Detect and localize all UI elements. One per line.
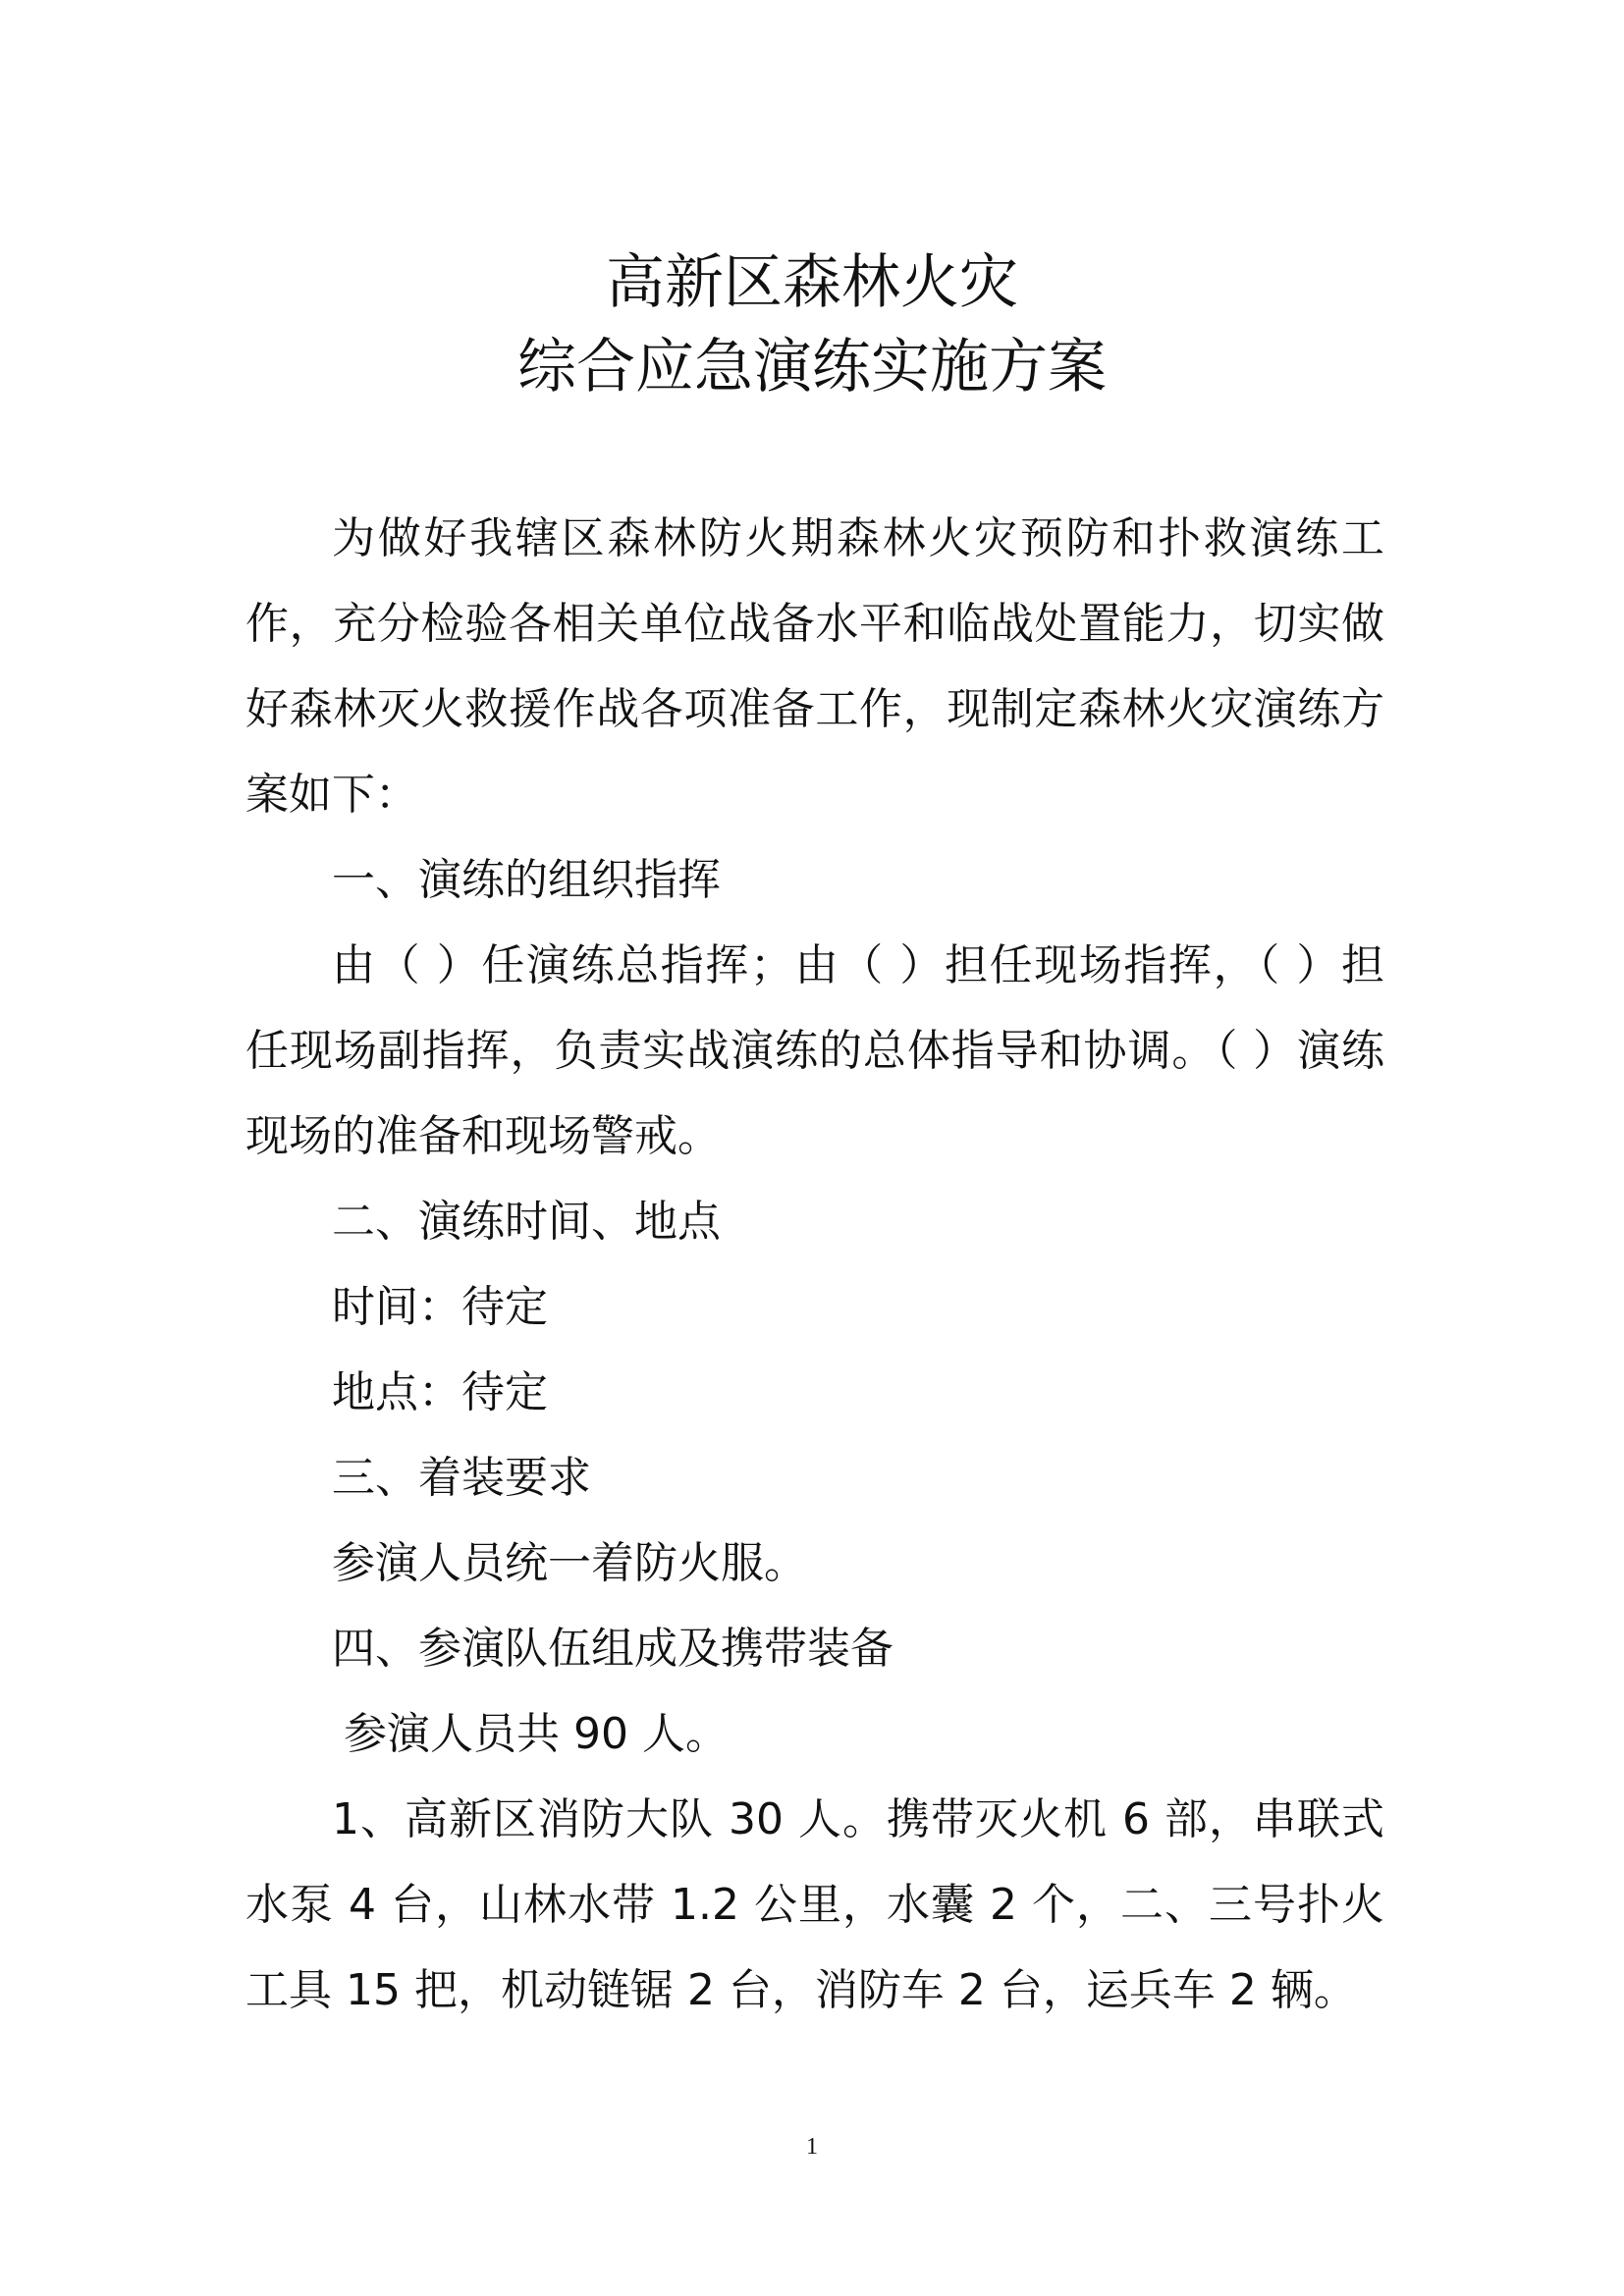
team-1-paragraph: 1、高新区消防大队 30 人。携带灭火机 6 部，串联式水泵 4 台，山林水带 1.2 公里，水囊 2 个，二、三号扑火工具 15 把，机动链锯 2 台，消防车 2 台，运兵车 2 辆。 xyxy=(245,1794,1384,2015)
document-body xyxy=(245,496,1384,2033)
place-line: 地点：待定 xyxy=(332,1367,548,1417)
intro-paragraph: 为做好我辖区森林防火期森林火灾预防和扑救演练工作，充分检验各相关单位战备水平和临战处置能力，切实做好森林灭火救援作战各项准备工作，现制定森林火灾演练方案如下： xyxy=(245,513,1384,820)
page-number: 1 xyxy=(806,2134,818,2160)
participants-total: 参演人员共 90 人。 xyxy=(344,1709,729,1759)
section-heading-organization: 一、演练的组织指挥 xyxy=(332,855,721,905)
section-heading-teams: 四、参演队伍组成及携带装备 xyxy=(332,1624,893,1674)
document-title-line-1: 高新区森林火灾 xyxy=(606,248,1018,317)
section-heading-dress: 三、着装要求 xyxy=(332,1453,591,1503)
time-line: 时间：待定 xyxy=(332,1282,548,1332)
document-title-line-2: 综合应急演练实施方案 xyxy=(517,333,1107,401)
section-heading-time-place: 二、演练时间、地点 xyxy=(332,1197,721,1247)
dress-paragraph: 参演人员统一着防火服。 xyxy=(332,1538,807,1588)
organization-paragraph: 由（ ）任演练总指挥；由（ ）担任现场指挥，（ ）担任现场副指挥，负责实战演练的总体指导和协调。（ ）演练现场的准备和现场警戒。 xyxy=(245,940,1384,1161)
